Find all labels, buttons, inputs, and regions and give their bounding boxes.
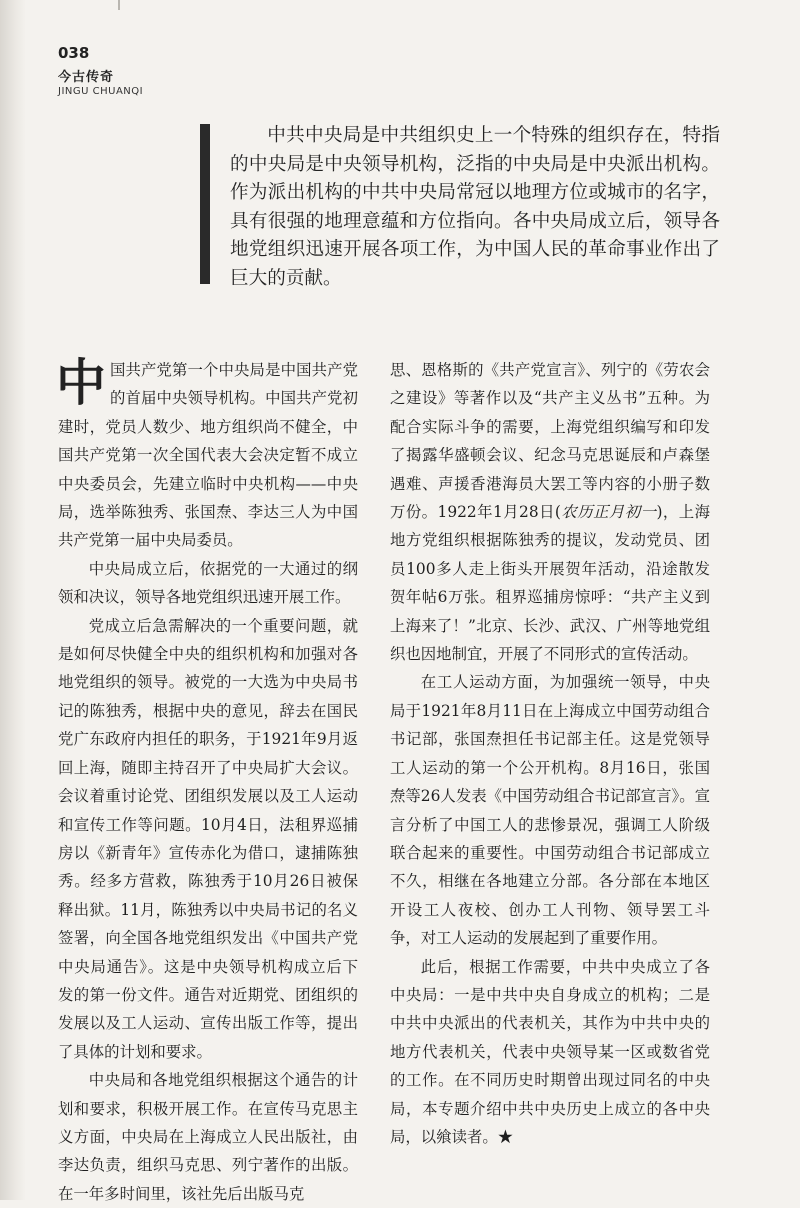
page-number: 038 [58,44,90,62]
journal-title: 今古传奇 [58,70,115,85]
body-column-left [56,353,358,1208]
body-column-right [390,356,710,1151]
intro-block [200,122,720,290]
body-paragraph-7: 此后，根据工作需要，中共中央成立了各中央局：一是中共中央自身成立的机构；二是中共中央派出的代表机关，其作为中共中央的地方代表机关，代表中央领导某一区或数省党的工作。在不同历史时期曾出现过同名的中央局，本专题介绍中共中央历史上成立的各中央局，以飨读者。★ [390,957,710,1146]
paragraph-5-text-b: )，上海地方党组织根据陈独秀的提议，发动党员、团员100多人走上街头开展贺年活动，沿途散发贺年帖6万张。租界巡捕房惊呼：“共产主义到上海来了！”北京、长沙、武汉、广州等地党组织也因地制宜，开展了不同形式的宣传活动。 [390,503,710,664]
body-paragraph-1 [56,353,358,555]
body-paragraph-6: 在工人运动方面，为加强统一领导，中央局于1921年8月11日在上海成立中国劳动组合书记部，张国焘担任书记部主任。这是党领导工人运动的第一个公开机构。8月16日，张国焘等26人发表《中国劳动组合书记部宣言》。宣言分析了中国工人的悲惨景况，强调工人阶级联合起来的重要性。中国劳动组合书记部成立不久，相继在各地建立分部。各分部在本地区开设工人夜校、创办工人刊物、领导罢工斗争，对工人运动的发展起到了重要作用。 [390,673,710,948]
body-paragraph-5 [390,356,710,668]
body-paragraph-3: 党成立后急需解决的一个重要问题，就是如何尽快健全中央的组织机构和加强对各地党组织的领导。被党的一大选为中央局书记的陈独秀，根据中央的意见，辞去在国民党广东政府内担任的职务，于1921年9月返回上海，随即主持召开了中央局扩大会议。会议着重讨论党、团组织发展以及工人运动和宣传工作等问题。10月4日，法租界巡捕房以《新青年》宣传赤化为借口，逮捕陈独秀。经多方营救，陈独秀于10月26日被保释出狱。11月，陈独秀以中央局书记的名义签署，向全国各地党组织发出《中国共产党中央局通告》。这是中央领导机构成立后下发的第一份文件。通告对近期党、团组织的发展以及工人运动、宣传出版工作等，提出了具体的计划和要求。 [58,616,358,1061]
intro-text: 中共中央局是中共组织史上一个特殊的组织存在，特指的中央局是中央领导机构，泛指的中央局是中央派出机构。作为派出机构的中共中央局常冠以地理方位或城市的名字，具有很强的地理意蕴和方位指向。各中央局成立后，领导各地党组织迅速开展各项工作，为中国人民的革命事业作出了巨大的贡献。 [230,125,720,289]
intro-accent-bar [200,124,210,284]
page-edge-shadow [0,0,26,1200]
paragraph-5-text-a: 思、恩格斯的《共产党宣言》、列宁的《劳农会之建设》等著作以及“共产主义丛书”五种。为配合实际斗争的需要，上海党组织编写和印发了揭露华盛顿会议、纪念马克思诞辰和卢森堡遇难、声援香港海员大罢工等内容的小册子数万份。1922年1月28日( [390,361,710,522]
top-edge-mark [118,0,120,10]
body-paragraph-4: 中央局和各地党组织根据这个通告的计划和要求，积极开展工作。在宣传马克思主义方面，中央局在上海成立人民出版社，由李达负责，组织马克思、列宁著作的出版。在一年多时间里，该社先后出版马克 [58,1071,358,1203]
drop-cap: 中 [56,353,106,412]
paragraph-1-text: 国共产党第一个中央局是中国共产党的首届中央领导机构。中国共产党初建时，党员人数少、地方组织尚不健全，中国共产党第一次全国代表大会决定暂不成立中央委员会，先建立临时中央机构——中央局，选举陈独秀、张国焘、李达三人为中国共产党第一届中央局委员。 [58,361,358,550]
body-paragraph-2: 中央局成立后，依据党的一大通过的纲领和决议，领导各地党组织迅速开展工作。 [58,559,358,607]
lunar-date-note: 农历正月初一 [560,503,657,522]
journal-title-pinyin: JINGU CHUANQI [58,86,144,97]
